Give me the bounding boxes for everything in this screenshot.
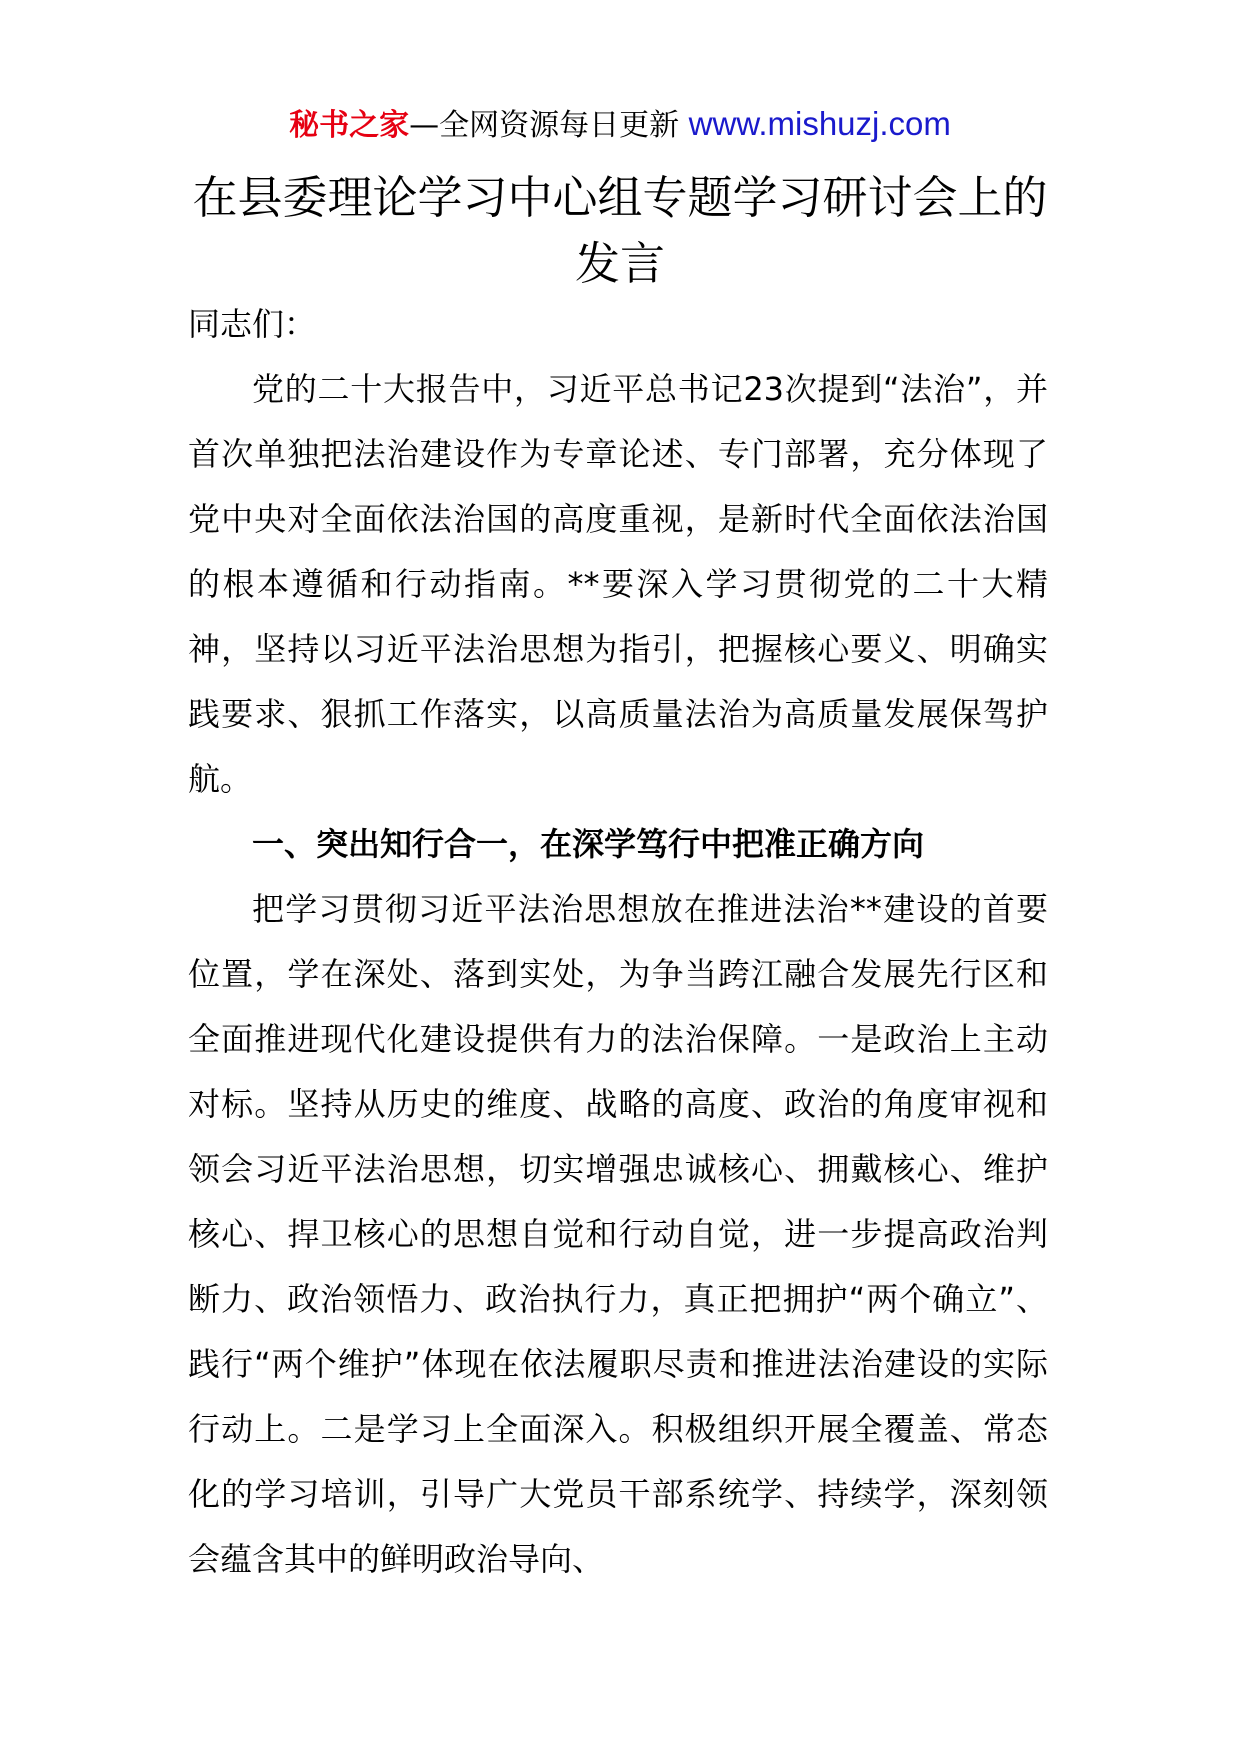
brand-name: 秘书之家 [289,108,410,143]
site-url-link[interactable]: www.mishuzj.com [688,105,951,142]
section-paragraph: 把学习贯彻习近平法治思想放在推进法治**建设的首要位置，学在深处、落到实处，为争当跨江融合发展先行区和全面推进现代化建设提供有力的法治保障。一是政治上主动对标。坚持从历史的维度、战略的高度、政治的角度审视和领会习近平法治思想，切实增强忠诚核心、拥戴核心、维护核心、捍卫核心的思想自觉和行动自觉，进一步提高政治判断力、政治领悟力、政治执行力，真正把拥护“两个确立”、践行“两个维护”体现在依法履职尽责和推进法治建设的实际行动上。二是学习上全面深入。积极组织开展全覆盖、常态化的学习培训，引导广大党员干部系统学、持续学，深刻领会蕴含其中的鲜明政治导向、 [188,890,1048,1578]
header-tagline: —全网资源每日更新 [409,108,680,143]
salutation: 同志们： [188,305,317,343]
site-header [0,100,1240,150]
document-body [188,292,1048,1592]
document-title: 在县委理论学习中心组专题学习研讨会上的发言 [192,171,1048,290]
intro-paragraph: 党的二十大报告中，习近平总书记23次提到“法治”，并首次单独把法治建设作为专章论述、专门部署，充分体现了党中央对全面依法治国的高度重视，是新时代全面依法治国的根本遵循和行动指南。**要深入学习贯彻党的二十大精神，坚持以习近平法治思想为指引，把握核心要义、明确实践要求、狠抓工作落实，以高质量法治为高质量发展保驾护航。 [188,370,1048,798]
section-heading: 一、突出知行合一，在深学笃行中把准正确方向 [252,825,925,863]
